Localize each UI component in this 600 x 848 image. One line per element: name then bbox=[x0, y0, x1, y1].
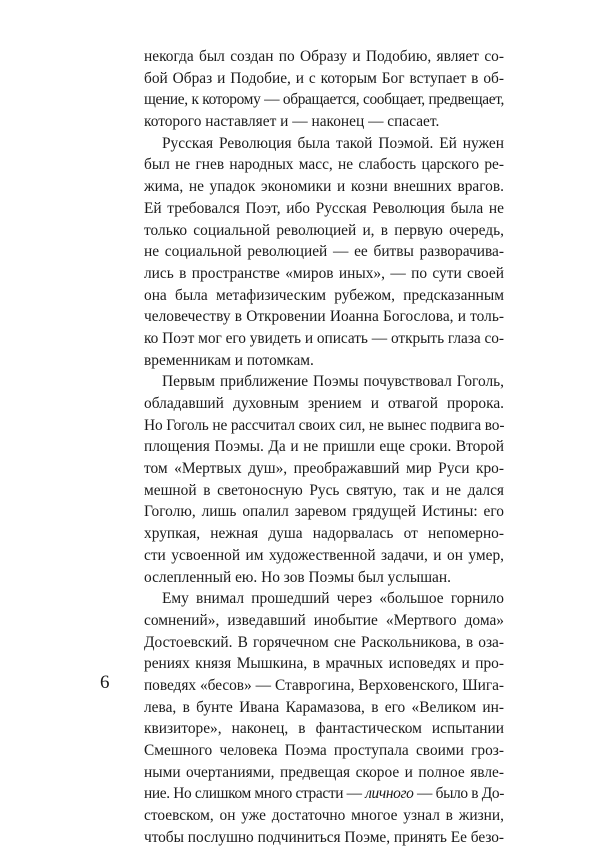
text-run: жима, не упадок экономики и козни внешних врагов. bbox=[144, 178, 504, 196]
text-run: она была метафизическим рубежом, предсказанным bbox=[144, 286, 504, 304]
text-line bbox=[144, 328, 504, 350]
text-run: Русская Революция была такой Поэмой. Ей нужен bbox=[162, 134, 504, 152]
text-run: Смешного человека Поэма проступала своими гроз- bbox=[144, 742, 504, 759]
text-line bbox=[144, 263, 504, 285]
text-run: только социальной революцией и, в первую очередь, bbox=[144, 221, 504, 239]
text-line bbox=[144, 393, 504, 415]
text-run: ние. Но слишком много страсти — bbox=[144, 785, 362, 803]
text-run: лева, в бунте Ивана Карамазова, в его «Великом ин- bbox=[144, 698, 504, 716]
text-run: щение, к которому — обращается, сообщает, предвещает, bbox=[144, 91, 504, 109]
text-line bbox=[144, 545, 504, 567]
text-line bbox=[144, 588, 504, 610]
text-line bbox=[144, 675, 504, 697]
text-line bbox=[144, 154, 504, 176]
text-run: квизиторе», наконец, в фантастическом испытании bbox=[144, 720, 504, 738]
text-line bbox=[144, 458, 504, 480]
text-run: поведях «бесов» — Ставрогина, Верховенского, Шига- bbox=[144, 676, 504, 694]
text-line bbox=[144, 68, 504, 90]
text-run: стоевском, он уже достаточно многое узнал в жизни, bbox=[144, 807, 504, 825]
text-run: обладавший духовным зрением и отвагой пророка. bbox=[144, 395, 504, 412]
text-run: хрупкая, нежная душа надорвалась от непомерно- bbox=[144, 525, 504, 543]
text-run: лись в пространстве «миров иных», — по сути своей bbox=[144, 264, 504, 282]
text-line bbox=[144, 176, 504, 198]
text-run: некогда был создан по Образу и Подобию, являет со- bbox=[144, 48, 504, 65]
text-run: Ей требовался Поэт, ибо Русская Революция была не bbox=[144, 199, 504, 217]
text-run: Достоевский. В горячечном сне Раскольникова, в оза- bbox=[144, 633, 504, 651]
text-line bbox=[144, 241, 504, 263]
text-line bbox=[144, 523, 504, 545]
text-run: бой Образ и Подобие, и с которым Бог вступает в об- bbox=[144, 69, 504, 87]
text-run: сомнений», изведавший инобытие «Мертвого дома» bbox=[144, 611, 504, 629]
text-line bbox=[144, 501, 504, 523]
text-line bbox=[144, 740, 504, 762]
text-line bbox=[144, 350, 504, 372]
text-line bbox=[144, 220, 504, 242]
text-run: чтобы послушно подчиниться Поэме, принять Ее безо- bbox=[144, 828, 504, 846]
text-line bbox=[144, 653, 504, 675]
text-run: Первым приближение Поэмы почувствовал Гоголь, bbox=[162, 373, 504, 391]
text-run: том «Мертвых душ», преображавший мир Руси кро- bbox=[144, 460, 504, 478]
text-run: временникам и потомкам. bbox=[144, 351, 314, 369]
text-run: ко Поэт мог его увидеть и описать — открыть глаза со- bbox=[144, 329, 504, 347]
text-run: мешной в светоносную Русь святую, так и не дался bbox=[144, 481, 504, 499]
text-line bbox=[144, 783, 504, 805]
text-line bbox=[144, 371, 504, 393]
text-run: рениях князя Мышкина, в мрачных исповедях и про- bbox=[144, 655, 504, 673]
text-line bbox=[144, 718, 504, 740]
text-run: — было в До- bbox=[413, 785, 504, 803]
text-line bbox=[144, 306, 504, 328]
text-run: которого наставляет и — наконец — спасает. bbox=[144, 113, 440, 131]
text-run: человечеству в Откровении Иоанна Богослова, и толь- bbox=[144, 308, 504, 326]
page-number: 6 bbox=[100, 672, 110, 693]
text-run: Но Гоголь не рассчитал своих сил, не вынес подвига во- bbox=[144, 416, 505, 434]
text-line bbox=[144, 198, 504, 220]
text-line bbox=[144, 610, 504, 632]
text-run: Гоголю, лишь опалил заревом грядущей Истины: его bbox=[144, 503, 504, 521]
text-line bbox=[144, 567, 504, 589]
text-line bbox=[144, 480, 504, 502]
text-line bbox=[144, 632, 504, 654]
body-text bbox=[144, 46, 504, 848]
text-line bbox=[144, 697, 504, 719]
text-line bbox=[144, 805, 504, 827]
text-line bbox=[144, 762, 504, 784]
text-line bbox=[144, 89, 504, 111]
italic-run: личного bbox=[361, 785, 414, 803]
text-line bbox=[144, 285, 504, 307]
text-line bbox=[144, 415, 504, 437]
text-run: был не гнев народных масс, не слабость царского ре- bbox=[144, 156, 504, 174]
text-run: Ему внимал прошедший через «большое горнило bbox=[162, 590, 504, 608]
text-line bbox=[144, 827, 504, 848]
text-line bbox=[144, 133, 504, 155]
text-run: ными очертаниями, предвещая скорое и полное явле- bbox=[144, 763, 504, 781]
text-run: площения Поэмы. Да и не пришли еще сроки. Второй bbox=[144, 438, 504, 456]
text-run: ослепленный ею. Но зов Поэмы был услышан. bbox=[144, 568, 451, 586]
text-run: не социальной революцией — ее битвы разворачива- bbox=[144, 243, 504, 261]
text-line bbox=[144, 436, 504, 458]
text-run: сти усвоенной им художественной задачи, и он умер, bbox=[144, 546, 504, 564]
text-line bbox=[144, 111, 504, 133]
text-line bbox=[144, 46, 504, 68]
